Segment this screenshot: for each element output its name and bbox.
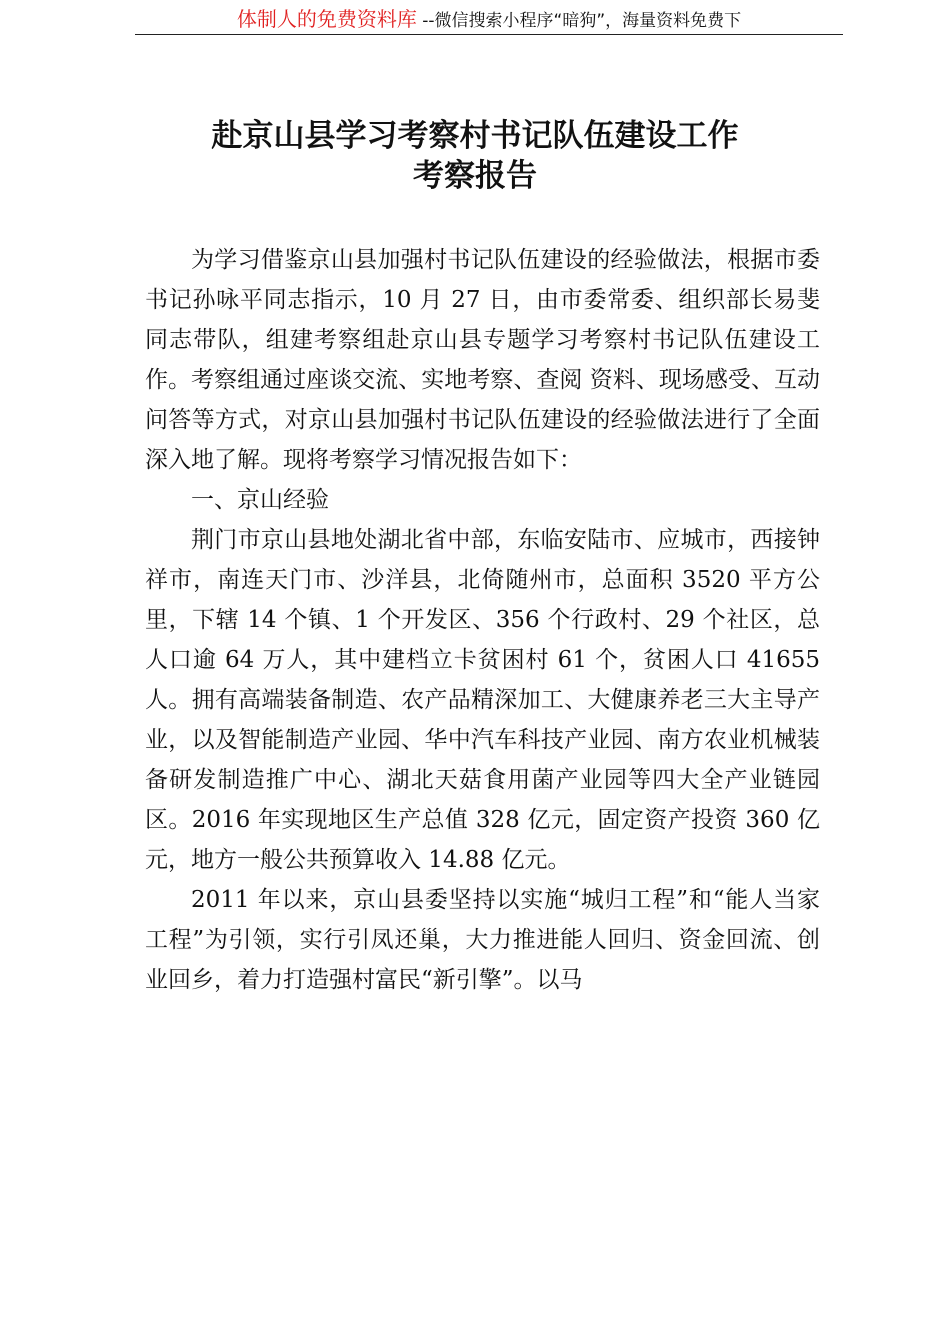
title-line-2: 考察报告: [413, 158, 537, 194]
header-brand: 体制人的免费资料库: [236, 7, 417, 31]
section-heading-1: 一、京山经验: [191, 487, 329, 513]
document-title: [100, 116, 850, 196]
header-tagline: --微信搜索小程序“暗狗”，海量资料免费下: [416, 11, 742, 31]
title-line-1: 赴京山县学习考察村书记队伍建设工作: [211, 118, 739, 154]
paragraph-intro: 为学习借鉴京山县加强村书记队伍建设的经验做法，根据市委书记孙咏平同志指示，10 月 27 日，由市委常委、组织部长易斐同志带队，组建考察组赴京山县专题学习考察村书记队伍建设工作。考察组通过座谈交流、实地考察、查阅 资料、现场感受、互动问答等方式，对京山县加强村书记队伍建设的经验做法进行了全面深入地了解。现将考察学习情况报告如下：: [145, 247, 820, 473]
page-header: [135, 6, 843, 35]
paragraph-since-2011: 2011 年以来，京山县委坚持以实施“城归工程”和“能人当家工程”为引领，实行引凤还巢，大力推进能人回归、资金回流、创业回乡，着力打造强村富民“新引擎”。以马: [145, 887, 820, 993]
paragraph-overview: 荆门市京山县地处湖北省中部，东临安陆市、应城市，西接钟祥市，南连天门市、沙洋县，北倚随州市，总面积 3520 平方公里，下辖 14 个镇、1 个开发区、356 个行政村、29 个社区，总人口逾 64 万人，其中建档立卡贫困村 61 个，贫困人口 41655 人。拥有高端装备制造、农产品精深加工、大健康养老三大主导产业，以及智能制造产业园、华中汽车科技产业园、南方农业机械装备研发制造推广中心、湖北天菇食用菌产业园等四大全产业链园区。2016 年实现地区生产总值 328 亿元，固定资产投资 360 亿元，地方一般公共预算收入 14.88 亿元。: [145, 527, 820, 873]
document-body: [145, 240, 820, 1000]
